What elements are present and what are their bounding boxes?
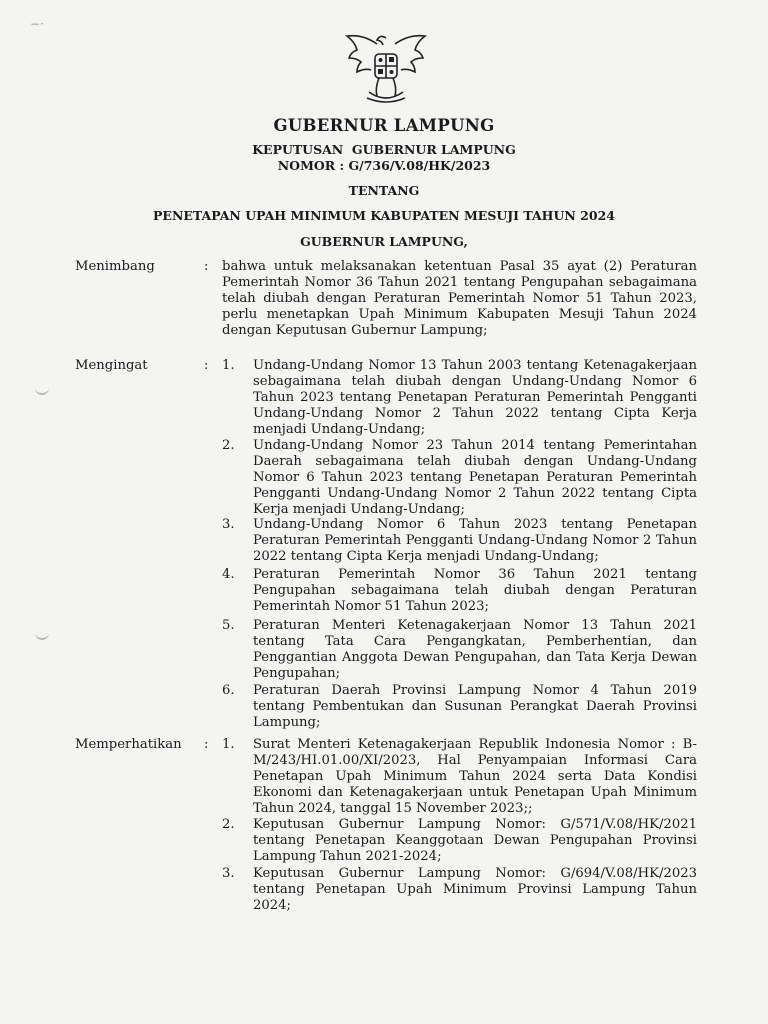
mengingat-item-text: Undang-Undang Nomor 13 Tahun 2003 tentang Ketenagakerjaan sebagaimana telah diubah dengan Undang-Undang Nomor 6 Tahun 2023 tentang Penetapan Peraturan Pemerintah Pengganti Undang-Undang Nomor 2 Tahun 2022 tentang Cipta Kerja menjadi Undang-Undang;: [253, 358, 697, 437]
tentang-heading: TENTANG: [348, 183, 420, 198]
mengingat-item-number: 1.: [222, 358, 235, 373]
menimbang-label: Menimbang: [75, 259, 155, 274]
memperhatikan-item-text: Keputusan Gubernur Lampung Nomor: G/694/V.08/HK/2023 tentang Penetapan Upah Minimum Provinsi Lampung Tahun 2024;: [253, 866, 697, 913]
menimbang-text: bahwa untuk melaksanakan ketentuan Pasal 35 ayat (2) Peraturan Pemerintah Nomor 36 Tahun 2021 tentang Pengupahan sebagaimana telah diubah dengan Peraturan Pemerintah Nomor 51 Tahun 2023, perlu menetapkan Upah Minimum Kabupaten Mesuji Tahun 2024 dengan Keputusan Gubernur Lampung;: [222, 259, 697, 338]
memperhatikan-colon: :: [204, 737, 209, 752]
mengingat-item-number: 3.: [222, 517, 235, 532]
mengingat-item-number: 6.: [222, 683, 235, 698]
mengingat-item-text: Peraturan Menteri Ketenagakerjaan Nomor 13 Tahun 2021 tentang Tata Cara Pengangkatan, Pemberhentian, dan Penggantian Anggota Dewan Pengupahan, dan Tata Kerja Dewan Pengupahan;: [253, 618, 697, 681]
memperhatikan-item-number: 2.: [222, 817, 235, 832]
memperhatikan-label: Memperhatikan: [75, 737, 182, 752]
mengingat-item-text: Undang-Undang Nomor 6 Tahun 2023 tentang Penetapan Peraturan Pemerintah Pengganti Undang-Undang Nomor 2 Tahun 2022 tentang Cipta Kerja menjadi Undang-Undang;: [253, 517, 697, 564]
mengingat-item-text: Peraturan Pemerintah Nomor 36 Tahun 2021 tentang Pengupahan sebagaimana telah diubah dengan Peraturan Pemerintah Nomor 51 Tahun 2023;: [253, 567, 697, 614]
margin-mark: −·: [30, 17, 44, 31]
memperhatikan-item-number: 3.: [222, 866, 235, 881]
governor-title: GUBERNUR LAMPUNG: [273, 116, 495, 135]
memperhatikan-item-number: 1.: [222, 737, 235, 752]
decree-title: KEPUTUSAN GUBERNUR LAMPUNG: [252, 142, 516, 157]
garuda-emblem-icon: [339, 30, 433, 110]
decree-heading: [0, 142, 768, 174]
decree-subject: PENETAPAN UPAH MINIMUM KABUPATEN MESUJI TAHUN 2024: [153, 208, 615, 223]
memperhatikan-item-text: Surat Menteri Ketenagakerjaan Republik Indonesia Nomor : B-M/243/HI.01.00/XI/2023, Hal Penyampaian Informasi Cara Penetapan Upah Minimum Tahun 2024 serta Data Kondisi Ekonomi dan Ketenagakerjaan untuk Penetapan Upah Minimum Tahun 2024, tanggal 15 November 2023;;: [253, 737, 697, 816]
mengingat-colon: :: [204, 358, 209, 373]
mengingat-item-text: Undang-Undang Nomor 23 Tahun 2014 tentang Pemerintahan Daerah sebagaimana telah diubah dengan Undang-Undang Nomor 6 Tahun 2023 tentang Penetapan Peraturan Pemerintah Pengganti Undang-Undang Nomor 2 Tahun 2022 tentang Cipta Kerja menjadi Undang-Undang;: [253, 438, 697, 517]
governor-line: GUBERNUR LAMPUNG,: [300, 234, 468, 249]
mengingat-item-number: 2.: [222, 438, 235, 453]
punch-hole-mark: [35, 383, 49, 395]
menimbang-colon: :: [204, 259, 209, 274]
mengingat-item-text: Peraturan Daerah Provinsi Lampung Nomor 4 Tahun 2019 tentang Pembentukan dan Susunan Perangkat Daerah Provinsi Lampung;: [253, 683, 697, 730]
memperhatikan-item-text: Keputusan Gubernur Lampung Nomor: G/571/V.08/HK/2021 tentang Penetapan Keanggotaan Dewan Pengupahan Provinsi Lampung Tahun 2021-2024;: [253, 817, 697, 864]
mengingat-label: Mengingat: [75, 358, 148, 373]
punch-hole-mark: [35, 628, 49, 640]
mengingat-item-number: 5.: [222, 618, 235, 633]
mengingat-item-number: 4.: [222, 567, 235, 582]
decree-number: NOMOR : G/736/V.08/HK/2023: [277, 158, 491, 173]
